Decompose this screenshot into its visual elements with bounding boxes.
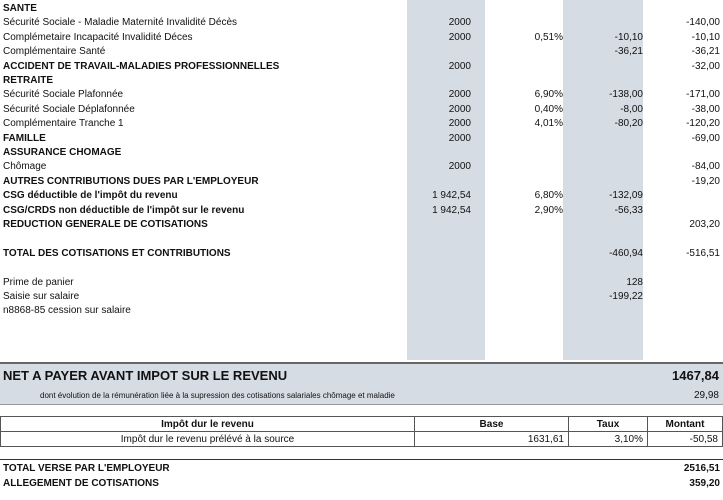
row-base: 2000: [448, 89, 471, 101]
row-label: SANTE: [3, 3, 37, 14]
footer-alleg-label: ALLEGEMENT DE COTISATIONS: [3, 478, 159, 489]
table-row: [0, 247, 723, 261]
row-label: Chômage: [3, 161, 47, 173]
row-emp: -19,20: [691, 175, 720, 187]
table-row: [0, 304, 723, 318]
tax-header-row: [1, 417, 723, 432]
row-emp: -516,51: [686, 247, 720, 259]
row-base: 1 942,54: [432, 204, 471, 216]
row-label: CSG déductible de l'impôt du revenu: [3, 190, 178, 202]
row-emp: -84,00: [691, 161, 720, 173]
row-taux: 0,51%: [534, 31, 563, 43]
row-emp: -171,00: [686, 89, 720, 101]
table-row: [0, 276, 723, 290]
row-taux: 6,80%: [534, 190, 563, 202]
table-row: [0, 232, 723, 246]
row-emp: -10,10: [691, 31, 720, 43]
footer-alleg-value: 359,20: [689, 478, 720, 489]
table-row: [0, 261, 723, 275]
table-row: [0, 16, 723, 30]
table-row: [0, 290, 723, 304]
row-label: ACCIDENT DE TRAVAIL-MALADIES PROFESSIONNELLES: [3, 60, 280, 72]
row-label: Sécurité Sociale Plafonnée: [3, 89, 124, 101]
table-row: [0, 31, 723, 45]
row-sal: -138,00: [609, 89, 643, 101]
net-pay-note: dont évolution de la rémunération liée à la supression des cotisations salariales chômage et maladie: [40, 391, 395, 400]
row-base: 1 942,54: [432, 190, 471, 202]
income-tax-table: [0, 416, 723, 447]
row-sal: -10,10: [614, 31, 643, 43]
row-label: TOTAL DES COTISATIONS ET CONTRIBUTIONS: [3, 247, 231, 259]
footer-divider: [0, 459, 723, 460]
row-emp: -32,00: [691, 60, 720, 72]
net-pay-box: [0, 362, 723, 405]
row-emp: -120,20: [686, 118, 720, 130]
row-label: RETRAITE: [3, 75, 53, 86]
table-row: [0, 132, 723, 146]
row-base: 2000: [448, 31, 471, 43]
row-label: Complémentaire Tranche 1: [3, 118, 124, 130]
row-taux: 0,40%: [534, 103, 563, 115]
table-row: [0, 74, 723, 88]
row-label: AUTRES CONTRIBUTIONS DUES PAR L'EMPLOYEUR: [3, 175, 259, 187]
row-taux: 6,90%: [534, 89, 563, 101]
row-label: Complémetaire Incapacité Invalidité Déces: [3, 31, 193, 43]
row-emp: -140,00: [686, 17, 720, 29]
net-pay-value: 1467,84: [672, 368, 719, 383]
net-pay-label: NET A PAYER AVANT IMPOT SUR LE REVENU: [3, 368, 288, 383]
row-label: REDUCTION GENERALE DE COTISATIONS: [3, 219, 208, 230]
tax-header-label: Impôt dur le revenu: [1, 417, 415, 432]
row-base: 2000: [448, 118, 471, 130]
row-label: Complémentaire Santé: [3, 46, 106, 58]
row-sal: 128: [626, 276, 643, 288]
table-row: [0, 117, 723, 131]
table-row: [0, 2, 723, 16]
tax-row-label: Impôt dur le revenu prélévé à la source: [1, 432, 415, 447]
row-base: 2000: [448, 132, 471, 144]
row-sal: -132,09: [609, 190, 643, 202]
net-pay-note-value: 29,98: [693, 390, 719, 401]
row-sal: -36,21: [614, 46, 643, 58]
row-emp: -36,21: [691, 46, 720, 58]
row-label: Prime de panier: [3, 276, 74, 288]
row-label: FAMILLE: [3, 132, 46, 144]
row-sal: -199,22: [609, 291, 643, 302]
table-row: [0, 88, 723, 102]
footer-alleg-row: [0, 477, 723, 491]
row-sal: -80,20: [614, 118, 643, 130]
table-row: [0, 218, 723, 232]
footer-total-label: TOTAL VERSE PAR L'EMPLOYEUR: [3, 463, 170, 474]
row-label: Sécurité Sociale - Maladie Maternité Invalidité Décès: [3, 17, 237, 29]
tax-row-taux: 3,10%: [569, 432, 648, 447]
row-emp: -38,00: [691, 103, 720, 115]
tax-header-taux: Taux: [569, 417, 648, 432]
table-row: [0, 175, 723, 189]
row-emp: -69,00: [691, 132, 720, 144]
tax-row-base: 1631,61: [415, 432, 569, 447]
row-base: 2000: [448, 103, 471, 115]
row-emp: 203,20: [689, 219, 720, 230]
table-row: [0, 60, 723, 74]
row-sal: -8,00: [620, 103, 643, 115]
row-sal: -460,94: [609, 247, 643, 259]
row-base: 2000: [448, 17, 471, 29]
row-base: 2000: [448, 60, 471, 72]
table-row: [0, 204, 723, 218]
row-label: n8868-85 cession sur salaire: [3, 305, 131, 317]
tax-header-montant: Montant: [648, 417, 723, 432]
table-row: [0, 45, 723, 59]
tax-header-base: Base: [415, 417, 569, 432]
row-label: Saisie sur salaire: [3, 291, 80, 302]
row-label: CSG/CRDS non déductible de l'impôt sur le revenu: [3, 204, 245, 216]
tax-row: [1, 432, 723, 447]
table-row: [0, 103, 723, 117]
table-row: [0, 146, 723, 160]
footer-total-value: 2516,51: [683, 463, 720, 474]
row-sal: -56,33: [614, 204, 643, 216]
row-base: 2000: [448, 161, 471, 173]
table-row: [0, 160, 723, 174]
row-taux: 4,01%: [534, 118, 563, 130]
table-row: [0, 189, 723, 203]
footer-total-row: [0, 462, 723, 476]
row-taux: 2,90%: [534, 204, 563, 216]
row-label: Sécurité Sociale Déplafonnée: [3, 103, 135, 115]
tax-row-montant: -50,58: [648, 432, 723, 447]
row-label: ASSURANCE CHOMAGE: [3, 147, 122, 158]
